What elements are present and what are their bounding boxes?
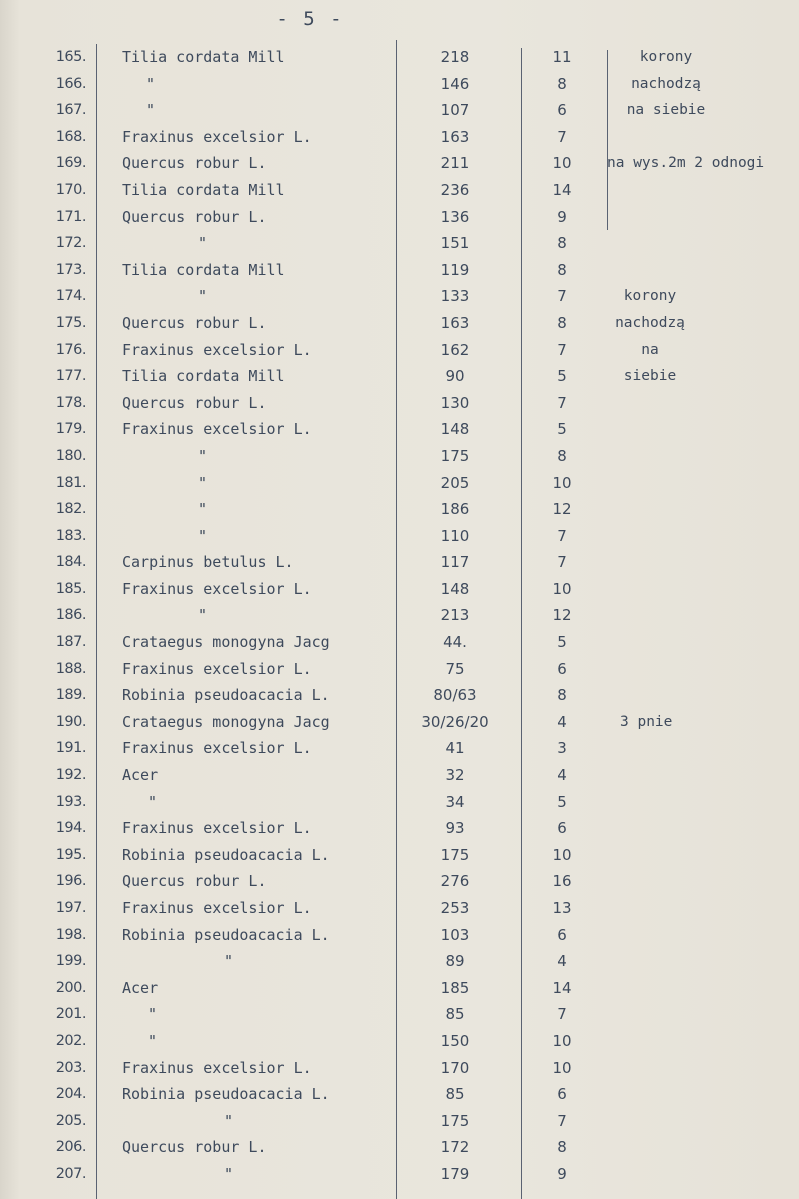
tree-height: 5: [557, 633, 567, 652]
species-name: ": [198, 526, 208, 545]
tree-height: 10: [552, 579, 572, 598]
species-name: Quercus robur L.: [122, 154, 267, 173]
species-name: Quercus robur L.: [122, 393, 267, 412]
row-number: 203.: [55, 1059, 86, 1076]
row-number: 167.: [55, 102, 86, 119]
species-name: ": [146, 74, 156, 93]
tree-height: 7: [557, 1005, 567, 1024]
tree-height: 14: [552, 978, 572, 997]
row-number: 183.: [55, 527, 86, 544]
tree-height: 4: [557, 952, 567, 971]
row-number: 178.: [55, 394, 86, 411]
trunk-circumference: 136: [440, 207, 470, 226]
species-name: Fraxinus excelsior L.: [122, 1058, 312, 1077]
tree-height: 7: [557, 526, 567, 545]
tree-height: 8: [557, 1138, 567, 1157]
tree-height: 14: [552, 180, 572, 199]
row-number: 194.: [55, 820, 86, 837]
trunk-circumference: 44.: [443, 633, 467, 652]
table-row: [0, 390, 799, 417]
trunk-circumference: 32: [445, 766, 465, 785]
trunk-circumference: 146: [440, 74, 470, 93]
table-row: [0, 842, 799, 869]
tree-height: 8: [557, 446, 567, 465]
row-number: 188.: [55, 660, 86, 677]
tree-height: 6: [557, 659, 567, 678]
row-number: 174.: [55, 288, 86, 305]
species-name: Fraxinus excelsior L.: [122, 579, 312, 598]
trunk-circumference: 75: [445, 659, 465, 678]
trunk-circumference: 85: [445, 1005, 465, 1024]
species-name: Crataegus monogyna Jacg: [122, 633, 330, 652]
table-row: [0, 1028, 799, 1055]
species-name: Fraxinus excelsior L.: [122, 659, 312, 678]
row-number: 192.: [55, 767, 86, 784]
species-name: ": [198, 287, 208, 306]
row-number: 187.: [55, 634, 86, 651]
table-row: [0, 1001, 799, 1028]
table-row: [0, 1134, 799, 1161]
tree-height: 9: [557, 1164, 567, 1183]
table-row: [0, 762, 799, 789]
row-number: 175.: [55, 314, 86, 331]
species-name: Tilia cordata Mill: [122, 48, 285, 66]
table-row: [0, 124, 799, 151]
tree-height: 10: [552, 845, 572, 864]
tree-height: 4: [557, 766, 567, 785]
trunk-circumference: 41: [445, 739, 465, 758]
table-row: [0, 975, 799, 1002]
row-number: 193.: [55, 793, 86, 810]
table-row: [0, 150, 799, 177]
trunk-circumference: 253: [440, 899, 470, 917]
trunk-circumference: 93: [445, 819, 465, 838]
table-row: [0, 71, 799, 98]
tree-height: 7: [557, 287, 567, 306]
row-number: 200.: [55, 979, 86, 996]
species-name: Robinia pseudoacacia L.: [122, 925, 330, 944]
species-name: Fraxinus excelsior L.: [122, 420, 312, 439]
table-row: [0, 1055, 799, 1082]
species-name: Fraxinus excelsior L.: [122, 819, 312, 838]
tree-height: 10: [552, 473, 572, 492]
tree-height: 6: [557, 925, 567, 944]
tree-height: 8: [557, 260, 567, 279]
trunk-circumference: 148: [440, 579, 470, 598]
trunk-circumference: 170: [440, 1058, 470, 1077]
table-row: [0, 97, 799, 124]
table-row: [0, 177, 799, 204]
row-number: 169.: [55, 155, 86, 172]
table-row: [0, 735, 799, 762]
species-name: Quercus robur L.: [122, 207, 267, 226]
row-number: 206.: [55, 1139, 86, 1156]
species-name: Quercus robur L.: [122, 1138, 267, 1157]
species-name: Acer: [122, 978, 159, 997]
table-row: [0, 549, 799, 576]
row-number: 179.: [55, 421, 86, 438]
table-row: [0, 230, 799, 257]
tree-height: 7: [557, 1111, 567, 1130]
tree-height: 4: [557, 712, 567, 731]
tree-inventory-table: [0, 44, 799, 1188]
row-number: 198.: [55, 926, 86, 943]
trunk-circumference: 34: [445, 792, 465, 811]
row-number: 204.: [55, 1086, 86, 1103]
trunk-circumference: 163: [440, 313, 470, 332]
trunk-circumference: 107: [440, 101, 470, 120]
trunk-circumference: 276: [440, 872, 470, 891]
trunk-circumference: 117: [440, 553, 470, 572]
row-number: 202.: [55, 1032, 86, 1049]
species-name: Fraxinus excelsior L.: [122, 899, 312, 917]
remark: siebie: [623, 368, 677, 385]
tree-height: 12: [552, 606, 572, 625]
trunk-circumference: 162: [440, 340, 470, 359]
tree-height: 5: [557, 367, 567, 386]
trunk-circumference: 90: [445, 367, 465, 386]
remark: nachodzą: [615, 314, 685, 331]
species-name: Carpinus betulus L.: [122, 553, 294, 572]
species-name: ": [224, 952, 234, 971]
tree-height: 5: [557, 420, 567, 439]
trunk-circumference: 213: [440, 606, 470, 625]
trunk-circumference: 85: [445, 1085, 465, 1104]
trunk-circumference: 151: [440, 234, 470, 253]
trunk-circumference: 211: [440, 154, 470, 173]
table-row: [0, 337, 799, 364]
row-number: 176.: [55, 341, 86, 358]
trunk-circumference: 179: [440, 1164, 470, 1183]
table-row: [0, 656, 799, 683]
tree-height: 6: [557, 1085, 567, 1104]
tree-height: 8: [557, 686, 567, 705]
table-row: [0, 682, 799, 709]
row-number: 172.: [55, 235, 86, 252]
species-name: ": [224, 1111, 234, 1130]
tree-height: 10: [552, 1031, 572, 1050]
tree-height: 7: [557, 127, 567, 146]
row-number: 173.: [55, 261, 86, 278]
table-row: [0, 789, 799, 816]
species-name: Tilia cordata Mill: [122, 260, 285, 279]
trunk-circumference: 150: [440, 1031, 470, 1050]
table-row: [0, 470, 799, 497]
row-number: 197.: [55, 900, 86, 916]
table-row: [0, 363, 799, 390]
table-row: [0, 948, 799, 975]
row-number: 170.: [55, 181, 86, 198]
trunk-circumference: 103: [440, 925, 470, 944]
row-number: 199.: [55, 953, 86, 970]
trunk-circumference: 236: [440, 180, 470, 199]
row-number: 171.: [55, 208, 86, 225]
species-name: Fraxinus excelsior L.: [122, 340, 312, 359]
row-number: 181.: [55, 474, 86, 491]
row-number: 168.: [55, 128, 86, 145]
species-name: ": [146, 101, 156, 120]
trunk-circumference: 163: [440, 127, 470, 146]
tree-height: 11: [552, 48, 572, 66]
species-name: Quercus robur L.: [122, 313, 267, 332]
species-name: ": [198, 234, 208, 253]
table-row: [0, 1161, 799, 1188]
species-name: Tilia cordata Mill: [122, 367, 285, 386]
table-row: [0, 204, 799, 231]
trunk-circumference: 205: [440, 473, 470, 492]
species-name: Crataegus monogyna Jacg: [122, 712, 330, 731]
species-name: ": [148, 1031, 158, 1050]
table-row: [0, 443, 799, 470]
species-name: ": [198, 473, 208, 492]
row-number: 184.: [55, 554, 86, 571]
tree-height: 6: [557, 819, 567, 838]
trunk-circumference: 218: [440, 48, 470, 66]
tree-height: 16: [552, 872, 572, 891]
row-number: 189.: [55, 687, 86, 704]
trunk-circumference: 186: [440, 500, 470, 519]
species-name: Robinia pseudoacacia L.: [122, 1085, 330, 1104]
species-name: Fraxinus excelsior L.: [122, 127, 312, 146]
table-row: [0, 868, 799, 895]
table-row: [0, 576, 799, 603]
remark: nachodzą: [631, 75, 701, 92]
table-row: [0, 895, 799, 922]
row-number: 186.: [55, 607, 86, 624]
tree-height: 9: [557, 207, 567, 226]
trunk-circumference: 148: [440, 420, 470, 439]
species-name: ": [148, 1005, 158, 1024]
tree-height: 3: [557, 739, 567, 758]
row-number: 190.: [55, 713, 86, 730]
table-row: [0, 44, 799, 71]
row-number: 180.: [55, 447, 86, 464]
row-number: 177.: [55, 368, 86, 385]
tree-height: 8: [557, 313, 567, 332]
tree-height: 13: [552, 899, 572, 917]
table-row: [0, 602, 799, 629]
row-number: 165.: [55, 49, 86, 65]
species-name: ": [198, 500, 208, 519]
table-row: [0, 416, 799, 443]
tree-height: 10: [552, 1058, 572, 1077]
species-name: ": [198, 446, 208, 465]
trunk-circumference: 133: [440, 287, 470, 306]
species-name: Fraxinus excelsior L.: [122, 739, 312, 758]
row-number: 185.: [55, 580, 86, 597]
tree-height: 5: [557, 792, 567, 811]
table-row: [0, 629, 799, 656]
remark: 3 pnie: [620, 713, 673, 730]
remark: na wys.2m 2 odnogi: [607, 155, 765, 172]
species-name: ": [148, 792, 158, 811]
remark: korony: [623, 288, 677, 305]
species-name: ": [224, 1164, 234, 1183]
row-number: 191.: [55, 740, 86, 757]
trunk-circumference: 30/26/20: [421, 712, 489, 731]
trunk-circumference: 175: [440, 1111, 470, 1130]
trunk-circumference: 185: [440, 978, 470, 997]
remark: na: [641, 341, 659, 358]
table-row: [0, 815, 799, 842]
page-number: - 5 -: [276, 8, 344, 30]
row-number: 182.: [55, 501, 86, 518]
table-row: [0, 496, 799, 523]
tree-height: 8: [557, 234, 567, 253]
remark: na siebie: [626, 102, 706, 119]
remark: korony: [639, 49, 693, 65]
tree-height: 7: [557, 340, 567, 359]
table-row: [0, 283, 799, 310]
species-name: Quercus robur L.: [122, 872, 267, 891]
trunk-circumference: 119: [440, 260, 470, 279]
trunk-circumference: 172: [440, 1138, 470, 1157]
species-name: ": [198, 606, 208, 625]
trunk-circumference: 130: [440, 393, 470, 412]
row-number: 201.: [55, 1006, 86, 1023]
table-row: [0, 1108, 799, 1135]
row-number: 207.: [55, 1165, 86, 1182]
trunk-circumference: 89: [445, 952, 465, 971]
tree-height: 8: [557, 74, 567, 93]
row-number: 195.: [55, 846, 86, 863]
tree-height: 7: [557, 393, 567, 412]
species-name: Robinia pseudoacacia L.: [122, 845, 330, 864]
trunk-circumference: 80/63: [433, 686, 477, 705]
row-number: 205.: [55, 1112, 86, 1129]
table-row: [0, 257, 799, 284]
tree-height: 10: [552, 154, 572, 173]
table-row: [0, 922, 799, 949]
table-row: [0, 1081, 799, 1108]
table-row: [0, 523, 799, 550]
row-number: 196.: [55, 873, 86, 890]
trunk-circumference: 175: [440, 446, 470, 465]
species-name: Robinia pseudoacacia L.: [122, 686, 330, 705]
row-number: 166.: [55, 75, 86, 92]
table-row: [0, 709, 799, 736]
table-row: [0, 310, 799, 337]
species-name: Tilia cordata Mill: [122, 180, 285, 199]
tree-height: 6: [557, 101, 567, 120]
trunk-circumference: 175: [440, 845, 470, 864]
tree-height: 12: [552, 500, 572, 519]
tree-height: 7: [557, 553, 567, 572]
trunk-circumference: 110: [440, 526, 470, 545]
species-name: Acer: [122, 766, 159, 785]
